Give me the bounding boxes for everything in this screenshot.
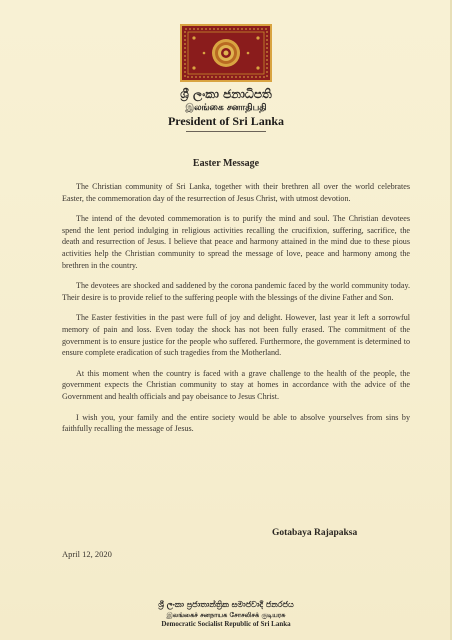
footer-line-tamil: இலங்கைச் சனநாயக சோசலிசக் குடியரசு [166, 611, 286, 619]
letterhead-title-tamil: இலங்கை சனாதிபதி [185, 103, 267, 113]
letterhead-divider [186, 131, 266, 132]
paragraph: I wish you, your family and the entire society would be able to absolve yourselves from sins by faithfully recalling the message of Jesus. [62, 412, 410, 434]
document-date: April 12, 2020 [62, 549, 112, 559]
presidential-emblem-icon [180, 24, 272, 82]
footer-line-english: Democratic Socialist Republic of Sri Lanka [161, 620, 291, 628]
paragraph: The Christian community of Sri Lanka, together with their brethren all over the world celebrates Easter, the commemoration day of the resurrection of Jesus Christ, with utmost devotion. [62, 182, 410, 203]
paragraph: The intend of the devoted commemoration is to purify the mind and soul. The Christian devotees spend the lent period indulging in religious activities recalling the crucifixion, suffering, sacrifice, the death and resurrection of Jesus. I believe that peace and harmony attained in the mind due to these pious activities help the Christian community to spread the message of love, peace and harmony among the brethren in the country. [62, 214, 410, 270]
paragraph: The devotees are shocked and saddened by the corona pandemic faced by the world community today. Their desire is to provide relief to the suffering people with the blessings of the divine Father and Son. [62, 281, 410, 302]
letterhead-title-sinhala: ශ්‍රී ලංකා ජනාධිපති [180, 87, 272, 101]
footer-line-sinhala: ශ්‍රී ලංකා ප්‍රජාතාන්ත්‍රික සමාජවාදී ජනරජය [158, 600, 294, 609]
signature-name: Gotabaya Rajapaksa [272, 528, 358, 538]
document-heading: Easter Message [192, 158, 260, 169]
letterhead-title-english: President of Sri Lanka [167, 114, 285, 128]
paragraph: At this moment when the country is faced with a grave challenge to the health of the people, the government expects the Christian community to stay at homes in accordance with the advice of the Government and health officials and pay obeisance to Jesus Christ. [62, 368, 410, 401]
document-body [62, 181, 410, 444]
paragraph: The Easter festivities in the past were full of joy and delight. However, last year it left a sorrowful memory of pain and loss. Even today the shock has not been fully erased. The commitment of the government is to ensure justice for the people who suffered. Furthermore, the government is determined to ensure complete eradication of such tragedies from the Motherland. [62, 313, 410, 358]
